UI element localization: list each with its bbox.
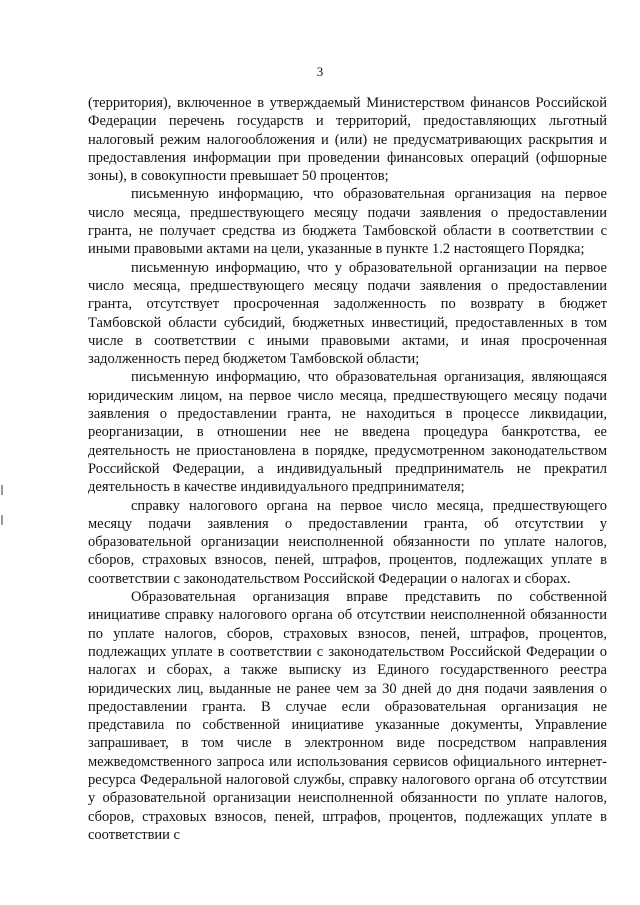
paragraph-no-regional-funds: письменную информацию, что образовательная организация на первое число месяца, предшествующего месяцу подачи заявления о предоставлении гранта, не получает средства из бюджета Тамбовской области в соответствии с иными правовыми актами на цели, указанные в пункте 1.2 настоящего Порядка; <box>88 186 607 258</box>
paragraph-tax-certificate: справку налогового органа на первое число месяца, предшествующего месяцу подачи заявления о предоставлении гранта, об отсутствии у образовательной организации неисполненной обязанности по уплате налогов, сборов, страховых взносов, пеней, штрафов, процентов, подлежащих уплате в соответствии с законодательством Российской Федерации о налогах и сборах. <box>88 497 607 587</box>
document-body <box>88 94 607 844</box>
scan-edge-mark <box>1 485 3 495</box>
scan-edge-mark <box>1 515 3 525</box>
paragraph-no-liquidation: письменную информацию, что образовательная организация, являющаяся юридическим лицом, на первое число месяца, предшествующего месяцу подачи заявления о предоставлении гранта, не находиться в процессе ликвидации, реорганизации, в отношении нее не введена процедура банкротства, ее деятельность не приостановлена в порядке, предусмотренном законодательством Российской Федерации, а индивидуальный предприниматель не прекратил деятельность в качестве индивидуального предпринимателя; <box>88 369 607 496</box>
page-number: 3 <box>316 64 324 79</box>
paragraph-no-overdue-debt: письменную информацию, что у образовательной организации на первое число месяца, предшествующего месяцу подачи заявления о предоставлении гранта, отсутствует просроченная задолженность по возврату в бюджет Тамбовской области субсидий, бюджетных инвестиций, предоставленных в том числе в соответствии с иными правовыми актами, и иная просроченная задолженность перед бюджетом Тамбовской области; <box>88 259 607 368</box>
paragraph-own-initiative: Образовательная организация вправе представить по собственной инициативе справку налогового органа об отсутствии неисполненной обязанности по уплате налогов, сборов, страховых взносов, пеней, штрафов, процентов, подлежащих уплате в соответствии с законодательством Российской Федерации о налогах и сборах, а также выписку из Единого государственного реестра юридических лиц, выданные не ранее чем за 30 дней до дня подачи заявления о предоставлении гранта. В случае если образовательная организация не представила по собственной инициативе указанные документы, Управление запрашивает, в том числе в электронном виде посредством направления межведомственного запроса или использования сервисов официального интернет-ресурса Федеральной налоговой службы, справку налогового органа об отсутствии у образовательной организации неисполненной обязанности по уплате налогов, сборов, страховых взносов, пеней, штрафов, процентов, подлежащих уплате в соответствии с <box>88 589 607 843</box>
paragraph-offshore-continuation: (территория), включенное в утверждаемый Министерством финансов Российской Федерации перечень государств и территорий, предоставляющих льготный налоговый режим налогообложения и (или) не предусматривающих раскрытия и предоставления информации при проведении финансовых операций (офшорные зоны), в совокупности превышает 50 процентов; <box>88 95 607 185</box>
